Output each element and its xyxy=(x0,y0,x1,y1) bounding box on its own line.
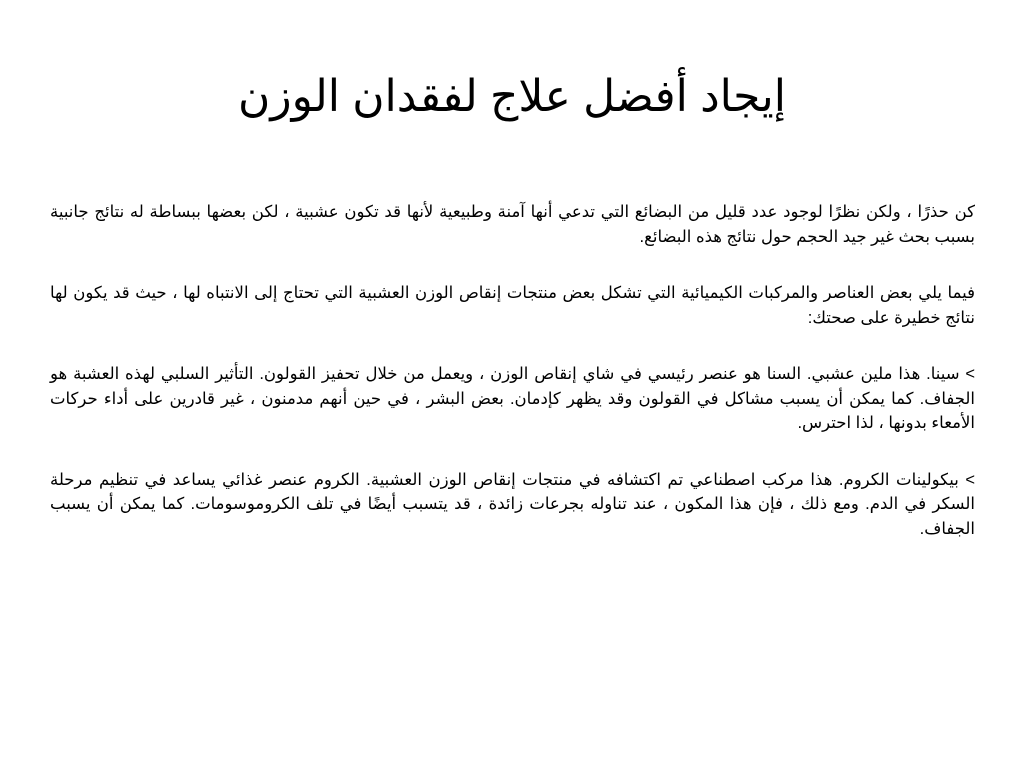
paragraph-ingredients-intro: فيما يلي بعض العناصر والمركبات الكيميائية التي تشكل بعض منتجات إنقاص الوزن العشبية التي تحتاج إلى الانتباه لها ، حيث قد يكون لها نتائج خطيرة على صحتك: xyxy=(50,284,975,327)
slide-title: إيجاد أفضل علاج لفقدان الوزن xyxy=(238,72,786,121)
paragraph-caution: كن حذرًا ، ولكن نظرًا لوجود عدد قليل من البضائع التي تدعي أنها آمنة وطبيعية لأنها قد تكون عشبية ، لكن بعضها ببساطة له نتائج جانبية بسبب بحث غير جيد الحجم حول نتائج هذه البضائع. xyxy=(50,203,975,246)
paragraph-senna: > سينا. هذا ملين عشبي. السنا هو عنصر رئيسي في شاي إنقاص الوزن ، ويعمل من خلال تحفيز القولون. التأثير السلبي لهذه العشبة هو الجفاف. كما يمكن أن يسبب مشاكل في القولون وقد يظهر كإدمان. بعض البشر ، في حين أنهم مدمنون ، غير قادرين على أداء حركات الأمعاء بدونها ، لذا احترس. xyxy=(50,365,975,432)
paragraph-chromium-picolinate: > بيكولينات الكروم. هذا مركب اصطناعي تم اكتشافه في منتجات إنقاص الوزن العشبية. الكروم عنصر غذائي يساعد في تنظيم مرحلة السكر في الدم. ومع ذلك ، فإن هذا المكون ، عند تناوله بجرعات زائدة ، قد يتسبب أيضًا في تلف الكروموسومات. كما يمكن أن يسبب الجفاف. xyxy=(50,470,975,538)
slide-body xyxy=(50,200,975,573)
